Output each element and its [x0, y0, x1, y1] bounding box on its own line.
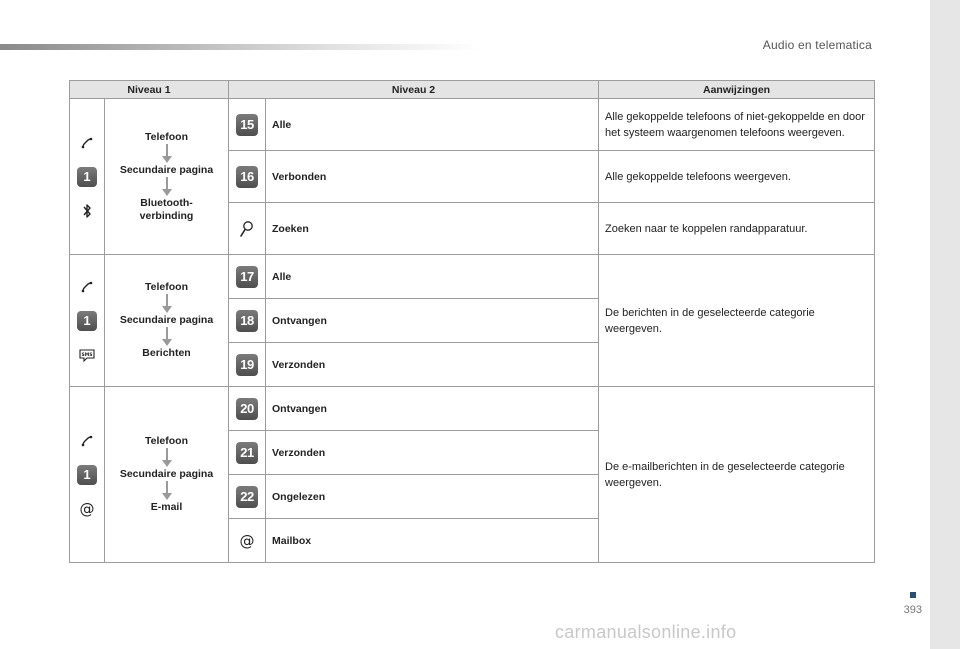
level1-icons-bluetooth [70, 99, 105, 255]
down-arrow-icon [162, 481, 172, 501]
menu-table [69, 80, 875, 563]
level2-label-zoeken: Zoeken [266, 203, 599, 255]
down-arrow-icon [162, 177, 172, 197]
badge-1-icon: 1 [77, 465, 97, 485]
table-row [70, 255, 875, 299]
phone-icon [78, 432, 96, 450]
flow-step-telefoon: Telefoon [145, 281, 188, 293]
flow-step-secundaire-pagina: Secundaire pagina [119, 468, 214, 480]
note-cell: Zoeken naar te koppelen randapparatuur. [599, 203, 875, 255]
level1-flow-berichten [105, 255, 229, 387]
column-header-niveau-2: Niveau 2 [229, 81, 599, 99]
table-row [70, 99, 875, 151]
header-decor-bar [0, 44, 480, 50]
note-cell: De e-mailberichten in de geselecteerde categorie weergeven. [599, 387, 875, 563]
bluetooth-icon [78, 202, 96, 220]
level2-label-ongelezen: Ongelezen [266, 475, 599, 519]
search-icon [238, 220, 256, 238]
table-row [70, 387, 875, 431]
badge-1-icon: 1 [77, 311, 97, 331]
level1-icons-berichten [70, 255, 105, 387]
phone-icon [78, 134, 96, 152]
level1-flow-email [105, 387, 229, 563]
at-icon [238, 532, 256, 550]
table-header-row [70, 81, 875, 99]
level2-label-alle: Alle [266, 255, 599, 299]
page-marker-icon [910, 592, 916, 598]
flow-step-email: E-mail [150, 501, 183, 513]
page-edge-strip [930, 0, 960, 649]
badge-20-icon: 20 [236, 398, 258, 420]
down-arrow-icon [162, 294, 172, 314]
down-arrow-icon [162, 144, 172, 164]
level2-icon-cell [229, 475, 266, 519]
level2-icon-cell [229, 151, 266, 203]
flow-step-secundaire-pagina: Secundaire pagina [119, 314, 214, 326]
phone-icon [78, 278, 96, 296]
level2-icon-cell [229, 203, 266, 255]
level2-label-verzonden: Verzonden [266, 343, 599, 387]
sms-icon [78, 346, 96, 364]
page-number: 393 [903, 604, 922, 616]
badge-15-icon: 15 [236, 114, 258, 136]
section-title: Audio en telematica [762, 38, 872, 52]
column-header-aanwijzingen: Aanwijzingen [599, 81, 875, 99]
svg-text:@: @ [79, 500, 95, 517]
svg-text:@: @ [239, 532, 255, 549]
flow-step-telefoon: Telefoon [145, 130, 188, 143]
note-cell: Alle gekoppelde telefoons of niet-gekoppelde en door het systeem waargenomen telefoons weergeven. [599, 99, 875, 151]
level2-icon-cell [229, 99, 266, 151]
note-cell: Alle gekoppelde telefoons weergeven. [599, 151, 875, 203]
level2-icon-cell [229, 387, 266, 431]
flow-step-secundaire-pagina: Secundaire pagina [119, 163, 214, 176]
note-cell: De berichten in de geselecteerde categorie weergeven. [599, 255, 875, 387]
level1-icons-email [70, 387, 105, 563]
flow-step-berichten: Berichten [142, 347, 191, 359]
badge-1-icon: 1 [77, 167, 97, 187]
level2-label-alle: Alle [266, 99, 599, 151]
down-arrow-icon [162, 327, 172, 347]
flow-step-telefoon: Telefoon [145, 435, 188, 447]
svg-text:SMS: SMS [81, 352, 93, 358]
watermark: carmanualsonline.info [555, 622, 737, 642]
level2-icon-cell [229, 255, 266, 299]
level2-icon-cell [229, 431, 266, 475]
badge-18-icon: 18 [236, 310, 258, 332]
flow-step-bluetooth-verbinding: Bluetooth-verbinding [139, 196, 194, 222]
down-arrow-icon [162, 448, 172, 468]
at-icon [78, 500, 96, 518]
level2-label-ontvangen: Ontvangen [266, 387, 599, 431]
level1-flow-bluetooth [105, 99, 229, 255]
badge-21-icon: 21 [236, 442, 258, 464]
level2-icon-cell [229, 343, 266, 387]
column-header-niveau-1: Niveau 1 [70, 81, 229, 99]
level2-label-ontvangen: Ontvangen [266, 299, 599, 343]
level2-label-mailbox: Mailbox [266, 519, 599, 563]
badge-17-icon: 17 [236, 266, 258, 288]
level2-label-verbonden: Verbonden [266, 151, 599, 203]
badge-22-icon: 22 [236, 486, 258, 508]
level2-icon-cell [229, 299, 266, 343]
badge-16-icon: 16 [236, 166, 258, 188]
level2-label-verzonden: Verzonden [266, 431, 599, 475]
level2-icon-cell [229, 519, 266, 563]
badge-19-icon: 19 [236, 354, 258, 376]
